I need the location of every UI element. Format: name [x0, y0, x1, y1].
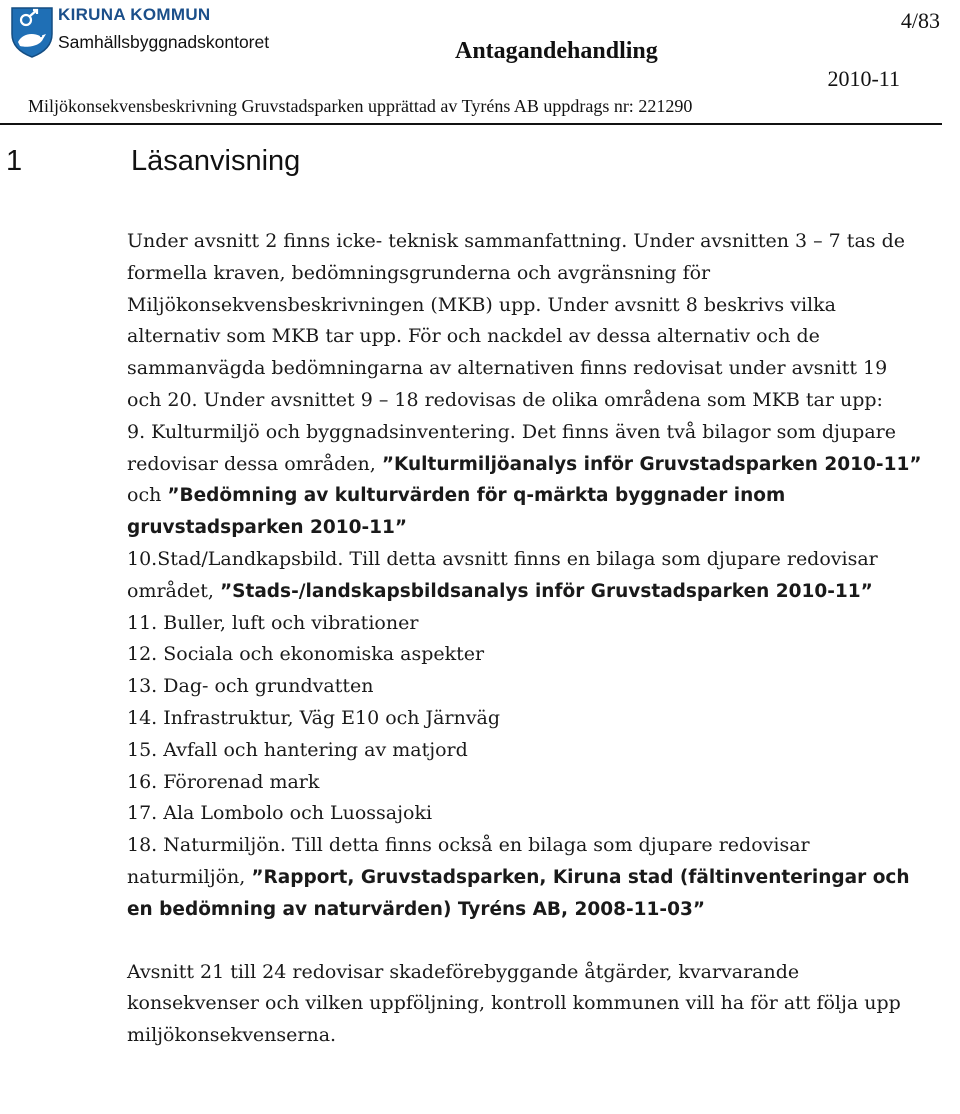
- list-item: 11. Buller, luft och vibrationer: [127, 611, 419, 634]
- section-title: Läsanvisning: [131, 145, 301, 177]
- list-item-10: [127, 544, 927, 608]
- header-divider: [0, 123, 942, 125]
- page-number: 4/83: [900, 8, 940, 33]
- list-item: 17. Ala Lombolo och Luossajoki: [127, 802, 433, 825]
- list-item: 12. Sociala och ekonomiska aspekter: [127, 643, 485, 666]
- org-name: KIRUNA KOMMUN: [58, 5, 211, 24]
- attachment-reference-kulturvarden: ”Bedömning av kulturvärden för q-märkta byggnader inom gruvstadsparken 2010-11”: [127, 485, 786, 539]
- kiruna-coat-of-arms-icon: [10, 6, 54, 58]
- attachment-reference-naturmiljo: ”Rapport, Gruvstadsparken, Kiruna stad (fältinventeringar och en bedömning av naturvärden) Tyréns AB, 2008-11-03”: [127, 866, 910, 920]
- list-item: 15. Avfall och hantering av matjord: [127, 738, 468, 761]
- attachment-reference-kulturmiljo: ”Kulturmiljöanalys inför Gruvstadsparken 2010-11”: [381, 453, 922, 475]
- list-item-9: [127, 417, 927, 544]
- item-9-text: 9. Kulturmiljö och byggnadsinventering. Det finns även två bilagor som djupare redovisar dessa områden,: [127, 420, 896, 475]
- closing-paragraph: Avsnitt 21 till 24 redovisar skadeförebyggande åtgärder, kvarvarande konsekvenser och vilken uppföljning, kontroll kommunen vill ha för att följa upp miljökonsekvenserna.: [127, 960, 901, 1047]
- document-type: Antagandehandling: [455, 38, 658, 64]
- paragraph-gap: [127, 926, 927, 957]
- document-subtitle: Miljökonsekvensbeskrivning Gruvstadsparken upprättad av Tyréns AB uppdrags nr: 221290: [28, 96, 693, 116]
- document-date: 2010-11: [827, 66, 900, 91]
- body-text: [127, 226, 927, 1052]
- item-18-text: 18. Naturmiljön. Till detta finns också en bilaga som djupare redovisar naturmiljön,: [127, 834, 810, 888]
- intro-paragraph: Under avsnitt 2 finns icke- teknisk sammanfattning. Under avsnitten 3 – 7 tas de formella kraven, bedömningsgrunderna och avgränsning för Miljökonsekvensbeskrivningen (MKB) upp. Under avsnitt 8 beskrivs vilka alternativ som MKB tar upp. För och nackdel av dessa alternativ och de sammanvägda bedömningarna av alternativen finns redovisat under avsnitt 19 och 20. Under avsnittet 9 – 18 redovisas de olika områdena som MKB tar upp:: [127, 230, 905, 411]
- logo: [10, 6, 54, 58]
- department-name: Samhällsbyggnadskontoret: [58, 32, 270, 52]
- section-number: 1: [6, 145, 23, 177]
- list-item: 13. Dag- och grundvatten: [127, 675, 374, 698]
- list-item: 16. Förorenad mark: [127, 770, 320, 793]
- list-item: 14. Infrastruktur, Väg E10 och Järnväg: [127, 706, 501, 729]
- list-item-18: [127, 830, 927, 925]
- item-10-text: 10.Stad/Landkapsbild. Till detta avsnitt finns en bilaga som djupare redovisar området,: [127, 547, 878, 602]
- attachment-reference-stadsbild: ”Stads-/landskapsbildsanalys inför Gruvstadsparken 2010-11”: [220, 580, 873, 602]
- item-9-connector: och: [127, 484, 168, 507]
